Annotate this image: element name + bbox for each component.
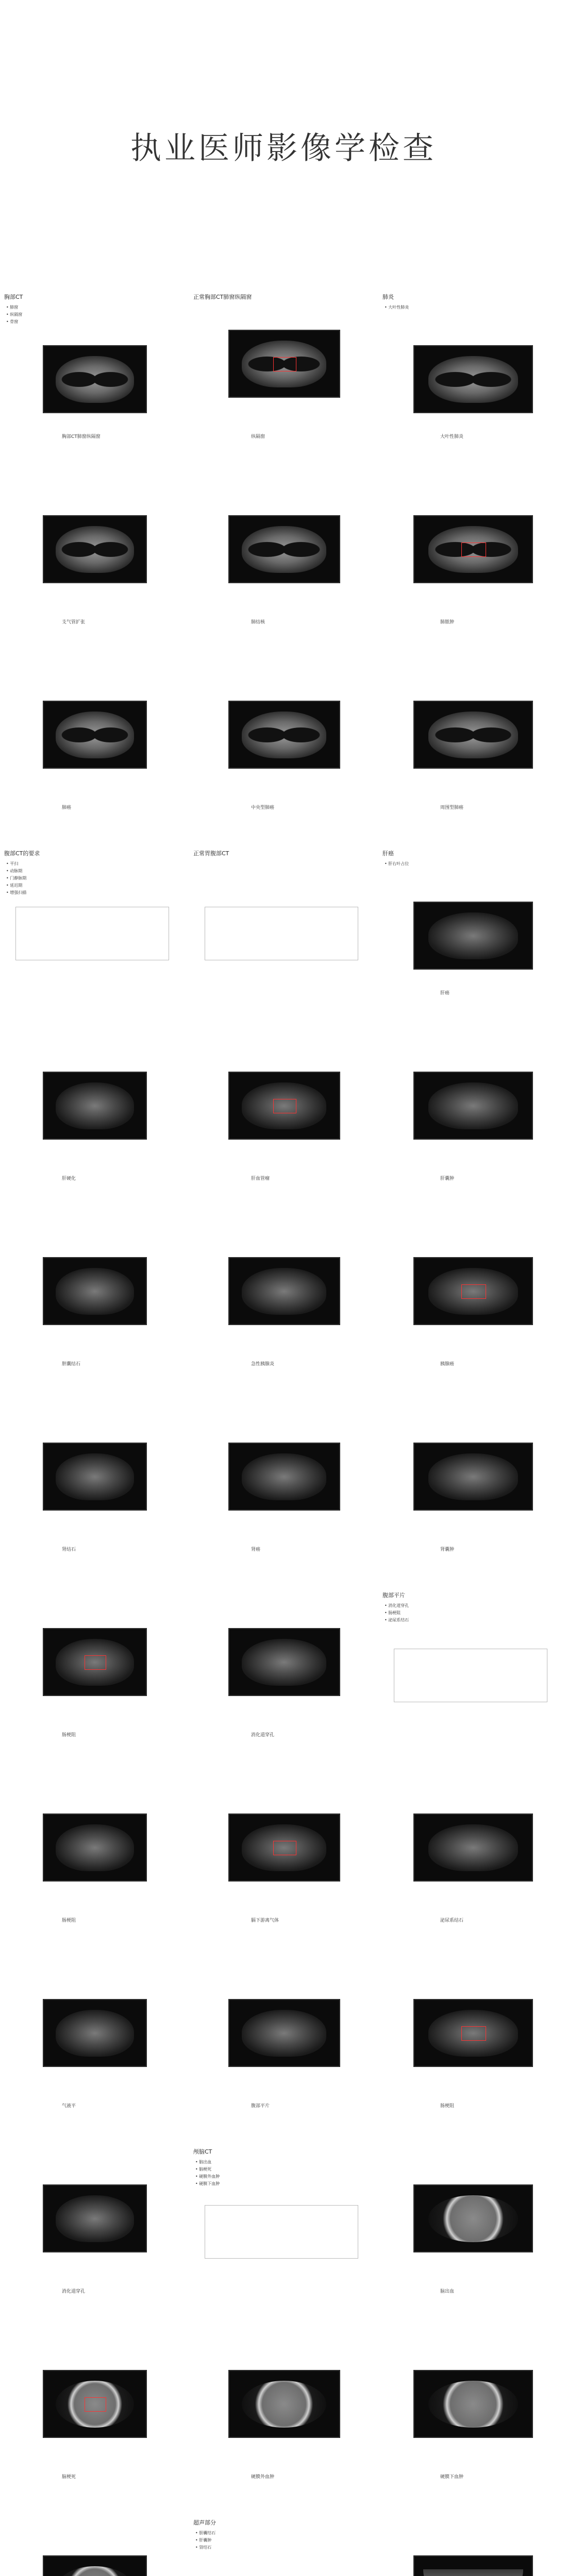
slide-label: 泌尿系结石	[440, 1918, 464, 1923]
slide-label: 消化道穿孔	[62, 2289, 86, 2294]
scan-image	[413, 1999, 533, 2067]
scan-image	[413, 1257, 533, 1325]
note-item: • 肺窗	[6, 305, 19, 310]
slide	[189, 845, 378, 1030]
slide	[189, 474, 378, 659]
slide	[189, 1587, 378, 1772]
slide-label: 硬膜外血肿	[251, 2475, 275, 2480]
scan-image	[413, 2555, 533, 2576]
slide	[0, 1587, 189, 1772]
slide	[189, 1216, 378, 1401]
scan-image	[413, 515, 533, 583]
scan-image	[228, 1999, 340, 2067]
slide	[0, 2514, 189, 2576]
slide	[0, 474, 189, 659]
note-item: • 延迟期	[6, 883, 23, 888]
slide	[378, 2143, 567, 2329]
slide-label: 腹部平片	[251, 2104, 270, 2109]
slide	[0, 1958, 189, 2143]
scan-image	[228, 1443, 340, 1511]
slide-label: 肺脓肿	[440, 620, 455, 625]
scan-image	[413, 1443, 533, 1511]
slide-caption: 胸部CT	[4, 294, 23, 300]
scan-image	[43, 515, 147, 583]
slide-label: 胆囊结石	[62, 1362, 81, 1367]
slide	[189, 2143, 378, 2329]
note-item: • 硬膜外血肿	[195, 2174, 220, 2179]
slide	[189, 1030, 378, 1216]
slide	[378, 1772, 567, 1958]
slide-label: 急性胰腺炎	[251, 1362, 275, 1367]
scan-image	[228, 1072, 340, 1140]
note-item: • 增强扫描	[6, 890, 27, 895]
slide-label: 肝囊肿	[440, 1176, 455, 1181]
scan-image	[43, 2555, 147, 2576]
scan-image	[43, 1257, 147, 1325]
note-item: • 肝囊肿	[195, 2538, 212, 2543]
slide-label: 肝癌	[440, 991, 450, 996]
slide-caption: 腹部CT的要求	[4, 850, 40, 857]
note-item: • 脑出血	[195, 2160, 212, 2164]
slide-notes	[385, 304, 409, 311]
slide-caption: 正常胸部CT肺窗纵隔窗	[193, 294, 252, 300]
slide-label: 脑梗死	[62, 2475, 76, 2480]
scan-image	[43, 1999, 147, 2067]
slide-label: 肾癌	[251, 1547, 261, 1552]
slide	[0, 289, 189, 474]
scan-image	[413, 701, 533, 769]
note-item: • 消化道穿孔	[385, 1603, 409, 1608]
slide-caption: 肺炎	[382, 294, 394, 300]
scan-image	[413, 2370, 533, 2438]
slide-label: 肝血管瘤	[251, 1176, 270, 1181]
scan-image	[43, 345, 147, 413]
slide-label: 膈下游离气体	[251, 1918, 279, 1923]
slide	[0, 1401, 189, 1587]
slide-label: 肠梗阻	[440, 2104, 455, 2109]
slide	[378, 2514, 567, 2576]
note-item: • 平扫	[6, 861, 19, 866]
slide-label: 肾囊肿	[440, 1547, 455, 1552]
slide-caption: 超声部分	[193, 2519, 216, 2526]
slide-caption: 正常胃腹部CT	[193, 850, 229, 857]
slide-notes	[6, 860, 26, 896]
note-item: • 肠梗阻	[385, 1611, 401, 1615]
slide	[189, 659, 378, 845]
slide	[189, 1958, 378, 2143]
slide-label: 肠梗阻	[62, 1733, 76, 1738]
scan-image	[43, 1628, 147, 1696]
slide	[378, 1401, 567, 1587]
scan-image	[228, 701, 340, 769]
slide-label: 消化道穿孔	[251, 1733, 275, 1738]
slide	[378, 659, 567, 845]
slide-notes	[6, 304, 22, 326]
note-item: • 泌尿系结石	[385, 1618, 409, 1622]
slide	[378, 2329, 567, 2514]
slide-notes	[195, 2159, 220, 2188]
text-box	[205, 2205, 358, 2259]
scan-image	[228, 1814, 340, 1882]
slide-label: 气液平	[62, 2104, 76, 2109]
note-item: • 胆囊结石	[195, 2531, 216, 2535]
slide	[378, 1030, 567, 1216]
scan-image	[43, 1443, 147, 1511]
slide	[378, 845, 567, 1030]
scan-image	[228, 1257, 340, 1325]
scan-image	[43, 1072, 147, 1140]
scan-image	[413, 1072, 533, 1140]
note-item: • 大叶性肺炎	[385, 305, 409, 310]
slide	[189, 1772, 378, 1958]
note-item: • 骨窗	[6, 319, 19, 324]
page-title: 执业医师影像学检查	[130, 130, 437, 166]
slide-label: 肾结石	[62, 1547, 76, 1552]
scan-image	[413, 1814, 533, 1882]
note-item: • 门静脉期	[6, 876, 27, 880]
text-box	[394, 1649, 547, 1702]
slide	[378, 1958, 567, 2143]
slide	[378, 474, 567, 659]
note-item: • 动脉期	[6, 869, 23, 873]
note-item: • 肝右叶占位	[385, 861, 409, 866]
slide-label: 肝硬化	[62, 1176, 76, 1181]
slide	[0, 2143, 189, 2329]
scan-image	[413, 345, 533, 413]
slide-label: 中央型肺癌	[251, 805, 275, 810]
slide-notes	[385, 860, 409, 868]
slide	[378, 1587, 567, 1772]
slide-label: 大叶性肺炎	[440, 434, 464, 439]
slide-label: 纵隔窗	[251, 434, 265, 439]
title-slide	[0, 0, 567, 289]
scan-image	[228, 1628, 340, 1696]
scan-image	[43, 701, 147, 769]
slide-label: 肺癌	[62, 805, 72, 810]
slide-label: 支气管扩张	[62, 620, 86, 625]
slide-caption: 颅脑CT	[193, 2148, 212, 2155]
scan-image	[228, 330, 340, 398]
slide-caption: 肝癌	[382, 850, 394, 857]
scan-image	[43, 1814, 147, 1882]
slide-label: 胸部CT肺窗纵隔窗	[62, 434, 101, 439]
slide-label: 肺结核	[251, 620, 265, 625]
slide	[378, 289, 567, 474]
slide	[189, 2514, 378, 2576]
note-item: • 硬膜下血肿	[195, 2181, 220, 2186]
scan-image	[228, 515, 340, 583]
scan-image	[228, 2370, 340, 2438]
text-box	[205, 907, 358, 960]
slide	[0, 1772, 189, 1958]
slide	[0, 659, 189, 845]
note-item: • 肾结石	[195, 2545, 212, 2550]
slide	[378, 1216, 567, 1401]
slide-label: 硬膜下血肿	[440, 2475, 464, 2480]
slide	[0, 1216, 189, 1401]
slide-caption: 腹部平片	[382, 1592, 405, 1599]
scan-image	[43, 2184, 147, 2252]
slide	[0, 2329, 189, 2514]
slide-notes	[385, 1602, 409, 1624]
slide	[189, 289, 378, 474]
slide	[0, 845, 189, 1030]
slide	[189, 2329, 378, 2514]
slide-notes	[195, 2530, 215, 2551]
note-item: • 脑梗死	[195, 2167, 212, 2172]
scan-image	[413, 902, 533, 970]
slide-label: 周围型肺癌	[440, 805, 464, 810]
scan-image	[43, 2370, 147, 2438]
slide-label: 脑出血	[440, 2289, 455, 2294]
note-item: • 纵隔窗	[6, 312, 23, 317]
slide	[0, 1030, 189, 1216]
slide-label: 胰腺癌	[440, 1362, 455, 1367]
text-box	[15, 907, 169, 960]
slide	[189, 1401, 378, 1587]
scan-image	[413, 2184, 533, 2252]
slide-label: 肠梗阻	[62, 1918, 76, 1923]
